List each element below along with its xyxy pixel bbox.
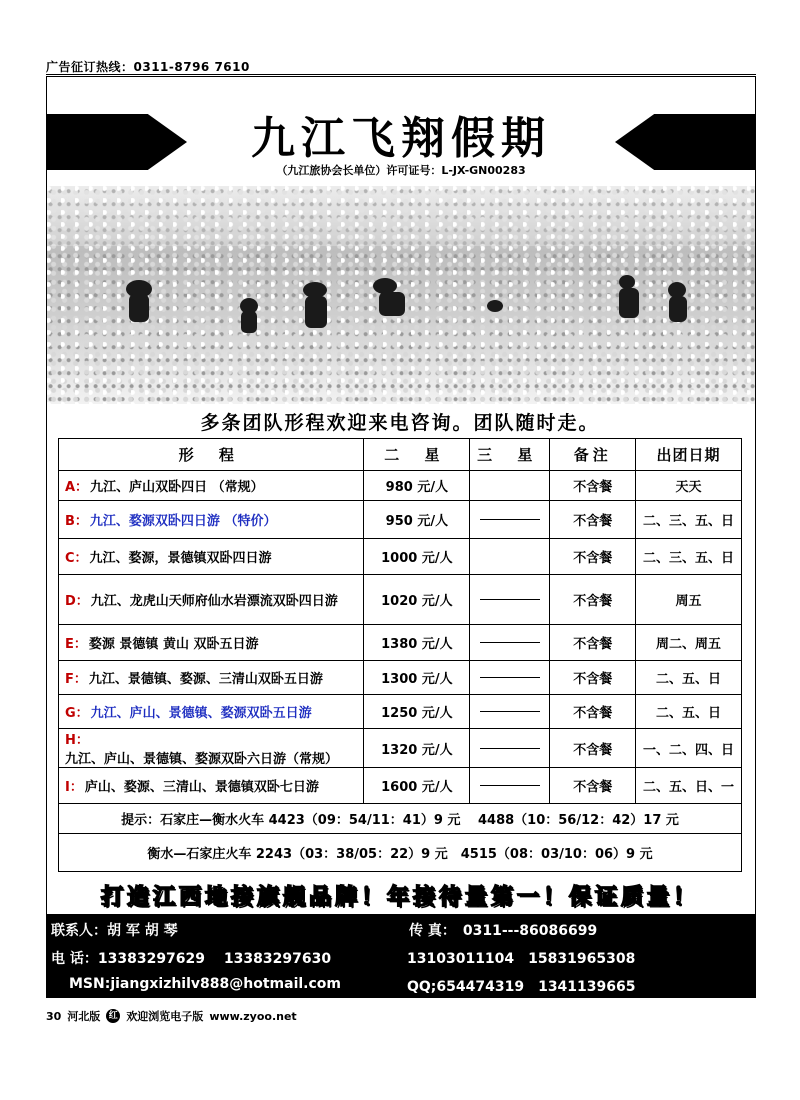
note-cell: 不含餐 <box>550 575 636 625</box>
train-tip-1: 提示：石家庄—衡水火车 4423（09：54/11：41）9 元 4488（10：56/12：42）17 元 <box>59 804 742 834</box>
route-cell <box>59 695 364 729</box>
table-row <box>59 768 742 804</box>
table-row <box>59 695 742 729</box>
route-name: 九江、景德镇、婺源、三清山双卧五日游 <box>88 672 323 687</box>
price-cell: 1600 元/人 <box>364 768 470 804</box>
flower-field-photo <box>47 186 755 404</box>
contact-fax: 传 真： 0311---86086699 <box>409 923 598 939</box>
train-tip-2: 衡水—石家庄火车 2243（03：38/05：22）9 元 4515（08：03/10：06）9 元 <box>59 834 742 872</box>
price-cell: 1320 元/人 <box>364 729 470 768</box>
three-star-cell <box>470 501 550 539</box>
route-code: B： <box>65 514 88 529</box>
top-rule <box>46 74 756 75</box>
note-cell: 不含餐 <box>550 539 636 575</box>
route-cell <box>59 729 364 768</box>
route-name: 庐山、婺源、三清山、景德镇双卧七日游 <box>84 780 319 795</box>
price-cell: 950 元/人 <box>364 501 470 539</box>
price-cell: 980 元/人 <box>364 471 470 501</box>
route-code: H： <box>65 733 89 748</box>
note-cell: 不含餐 <box>550 471 636 501</box>
route-cell <box>59 661 364 695</box>
page-number: 30 <box>46 1009 62 1023</box>
route-cell <box>59 768 364 804</box>
dates-cell: 二、五、日、一 <box>636 768 742 804</box>
route-cell <box>59 625 364 661</box>
dates-cell: 二、五、日 <box>636 695 742 729</box>
route-name: 九江、庐山双卧四日 （常规） <box>90 480 264 495</box>
three-star-cell <box>470 768 550 804</box>
route-name: 九江、庐山、景德镇、婺源双卧五日游 <box>90 706 312 721</box>
price-cell: 1380 元/人 <box>364 625 470 661</box>
three-star-cell <box>470 695 550 729</box>
route-name: 九江、婺源，景德镇双卧四日游 <box>89 551 272 566</box>
dash-mark <box>480 599 540 600</box>
table-row <box>59 471 742 501</box>
table-row <box>59 625 742 661</box>
table-row <box>59 501 742 539</box>
route-cell <box>59 501 364 539</box>
header-route: 形 程 <box>59 439 364 471</box>
slogan: 多条团队形程欢迎来电咨询。团队随时走。 <box>200 412 600 434</box>
ad-hotline: 广告征订热线：0311-8796 7610 <box>46 60 250 74</box>
contact-phone: 电 话：13383297629 13383297630 <box>51 951 332 967</box>
footer-text: 欢迎浏览电子版 <box>126 1010 204 1023</box>
dates-cell: 二、三、五、日 <box>636 501 742 539</box>
note-cell: 不含餐 <box>550 661 636 695</box>
tour-table <box>58 438 742 872</box>
header-note: 备注 <box>550 439 636 471</box>
route-name: 婺源 景德镇 黄山 双卧五日游 <box>88 637 259 652</box>
dates-cell: 一、二、四、日 <box>636 729 742 768</box>
price-cell: 1300 元/人 <box>364 661 470 695</box>
price-cell: 1020 元/人 <box>364 575 470 625</box>
title-banner <box>47 100 755 180</box>
dash-mark <box>480 785 540 786</box>
route-code: F： <box>65 672 87 687</box>
route-code: E： <box>65 637 87 652</box>
edition-label: 河北版 <box>67 1010 101 1023</box>
three-star-cell <box>470 471 550 501</box>
route-cell <box>59 539 364 575</box>
contact-phone-2: 13103011104 15831965308 <box>407 951 636 967</box>
table-header-row <box>59 439 742 471</box>
footer-url[interactable]: www.zyoo.net <box>209 1009 297 1023</box>
motto: 打造江西地接旗舰品牌！年接待量第一！保证质量！ <box>100 885 699 910</box>
logo-icon: 红 <box>106 1009 120 1023</box>
route-cell <box>59 471 364 501</box>
note-cell: 不含餐 <box>550 768 636 804</box>
route-code: I： <box>65 780 83 795</box>
dates-cell: 二、三、五、日 <box>636 539 742 575</box>
agency-title: 九江飞翔假期 <box>251 113 551 164</box>
dash-mark <box>480 642 540 643</box>
contact-qq: QQ;654474319 1341139665 <box>407 979 636 995</box>
three-star-cell <box>470 661 550 695</box>
route-name: 九江、庐山、景德镇、婺源双卧六日游（常规） <box>65 752 339 767</box>
dates-cell: 周五 <box>636 575 742 625</box>
table-row <box>59 575 742 625</box>
dash-mark <box>480 519 540 520</box>
route-cell <box>59 575 364 625</box>
table-row <box>59 729 742 768</box>
dash-mark <box>480 748 540 749</box>
route-code: A： <box>65 480 89 495</box>
route-code: G： <box>65 706 89 721</box>
three-star-cell <box>470 625 550 661</box>
table-row <box>59 539 742 575</box>
contact-panel <box>47 914 755 998</box>
dash-mark <box>480 711 540 712</box>
note-cell: 不含餐 <box>550 729 636 768</box>
header-two-star: 二 星 <box>364 439 470 471</box>
license-number: （九江旅协会长单位）许可证号：L-JX-GN00283 <box>276 164 526 177</box>
price-cell: 1250 元/人 <box>364 695 470 729</box>
dates-cell: 天天 <box>636 471 742 501</box>
table-row <box>59 661 742 695</box>
route-code: D： <box>65 594 89 609</box>
route-code: C： <box>65 551 88 566</box>
note-cell: 不含餐 <box>550 501 636 539</box>
header-three-star: 三 星 <box>470 439 550 471</box>
dates-cell: 周二、周五 <box>636 625 742 661</box>
header-dates: 出团日期 <box>636 439 742 471</box>
tips-row-1 <box>59 804 742 834</box>
tips-row-2 <box>59 834 742 872</box>
dash-mark <box>480 677 540 678</box>
contact-person: 联系人：胡 军 胡 琴 <box>51 923 178 939</box>
three-star-cell <box>470 539 550 575</box>
page-footer <box>46 1008 297 1024</box>
three-star-cell <box>470 729 550 768</box>
note-cell: 不含餐 <box>550 695 636 729</box>
three-star-cell <box>470 575 550 625</box>
route-name: 九江、龙虎山天师府仙水岩漂流双卧四日游 <box>90 594 338 609</box>
price-cell: 1000 元/人 <box>364 539 470 575</box>
note-cell: 不含餐 <box>550 625 636 661</box>
contact-msn: MSN:jiangxizhilv888@hotmail.com <box>69 976 341 992</box>
route-name: 九江、婺源双卧四日游 （特价） <box>89 514 277 529</box>
dates-cell: 二、五、日 <box>636 661 742 695</box>
